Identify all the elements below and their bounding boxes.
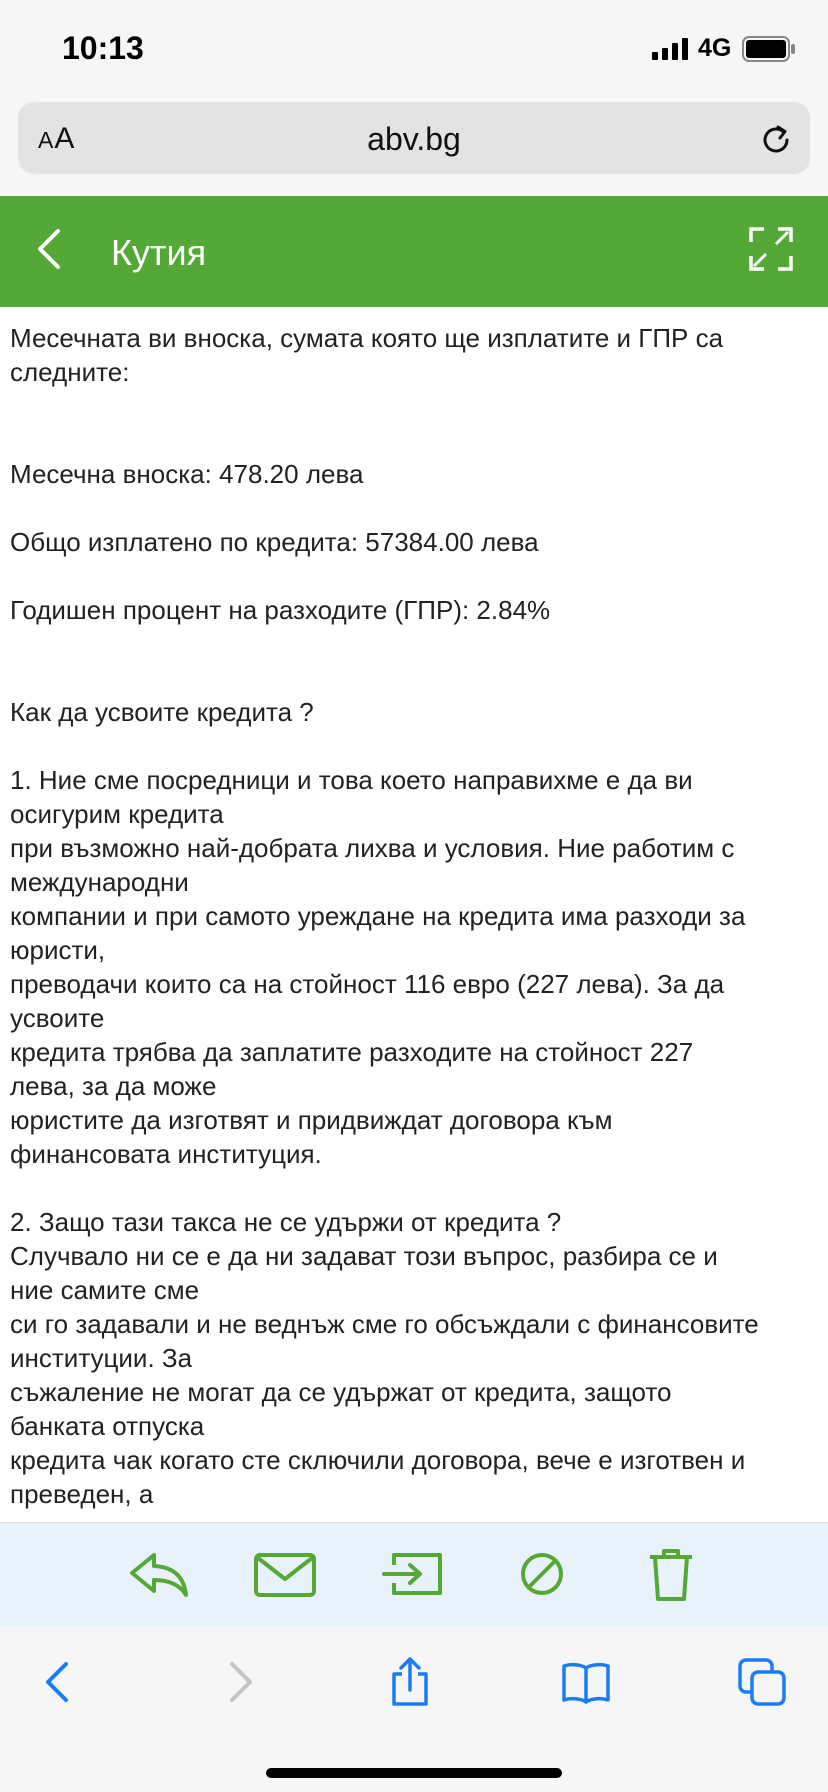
status-bar [0, 0, 828, 98]
back-arrow-icon[interactable] [34, 226, 64, 272]
trash-icon[interactable] [638, 1545, 704, 1603]
back-icon[interactable] [34, 1656, 86, 1708]
mail-action-toolbar [0, 1522, 828, 1627]
point-1: 1. Ние сме посредници и това което направихме е да ви осигурим кредита при възможно най-добрата лихва и условия. Ние работим с международни компании и при самото уреждане на кредита има разходи за юристи, преводачи които са на стойност 116 евро (227 лева). За да усвоите кредита трябва да заплатите разходите на стойност 227 лева, за да може юристите да изготвят и придвиждат договора към финансовата институция. [10, 765, 746, 1169]
monthly-payment: Месечна вноска: 478.20 лева [10, 459, 364, 489]
tabs-icon[interactable] [736, 1656, 788, 1708]
point-2: 2. Защо тази такса не се удържи от кредита ? Случвало ни се е да ни задават този въпрос, разбира се и ние самите сме си го задавали и не веднъж сме го обсъждали с финансовите институции. За съжаление не могат да се удържат от кредита, защото банката отпуска кредита чак когато сте сключили договора, вече е изготвен и преведен, а [10, 1207, 759, 1509]
battery-icon [742, 36, 796, 62]
reader-options-button[interactable]: AA [38, 122, 76, 155]
move-icon[interactable] [380, 1545, 446, 1603]
fullscreen-icon[interactable] [748, 226, 794, 272]
block-icon[interactable] [509, 1545, 575, 1603]
home-indicator [266, 1768, 562, 1778]
share-icon[interactable] [384, 1656, 436, 1708]
bookmarks-icon[interactable] [560, 1656, 612, 1708]
url-text[interactable]: abv.bg [367, 121, 461, 157]
intro-text: Месечната ви вноска, сумата която ще изплатите и ГПР са следните: [10, 323, 724, 387]
reply-icon[interactable] [126, 1545, 192, 1603]
reload-icon[interactable] [758, 122, 794, 158]
apr-value: Годишен процент на разходите (ГПР): 2.84% [10, 595, 551, 625]
page-title: Кутия [111, 232, 207, 273]
envelope-icon[interactable] [252, 1545, 318, 1603]
message-body [10, 307, 824, 1522]
mail-header [0, 196, 828, 307]
status-time: 10:13 [62, 30, 144, 66]
browser-address-area [0, 98, 828, 196]
question-heading: Как да усвоите кредита ? [10, 697, 314, 727]
browser-toolbar [0, 1626, 828, 1792]
network-type: 4G [698, 34, 732, 62]
signal-strength-icon [652, 38, 692, 60]
total-paid: Общо изплатено по кредита: 57384.00 лева [10, 527, 539, 557]
address-bar[interactable] [18, 102, 810, 174]
forward-icon[interactable] [212, 1656, 264, 1708]
